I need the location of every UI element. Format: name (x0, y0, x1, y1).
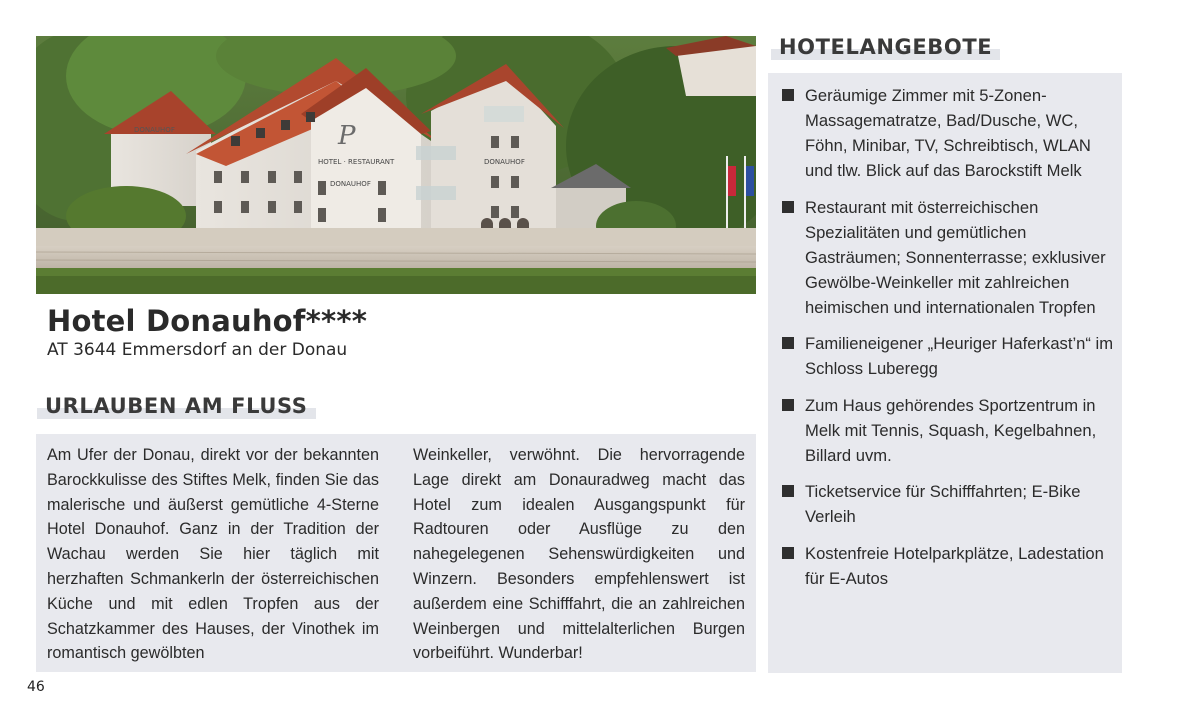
offer-text: Geräumige Zimmer mit 5-Zonen-Massagematratze, Bad/Dusche, WC, Föhn, Minibar, TV, Schreibtisch, WLAN und tlw. Blick auf das Barockstift Melk (805, 86, 1091, 180)
description-column-1: Am Ufer der Donau, direkt vor der bekannten Barockkulisse des Stiftes Melk, finden Sie das malerische und äußerst gemütliche 4-Sterne Hotel Donauhof. Ganz in der Tradition der Wachau werden Sie hier täglich mit herzhaften Schmankerln der österreichischen Küche und mit edlen Tropfen aus der Schatzkammer des Hauses, der Vinothek im romantisch gewölbten (47, 446, 379, 663)
square-bullet-icon (782, 485, 794, 497)
offer-item (781, 479, 1116, 529)
hotel-name: Hotel Donauhof**** (47, 304, 368, 338)
offer-text: Familieneigener „Heuriger Haferkast’n“ im Schloss Luberegg (805, 334, 1114, 378)
offer-text: Kostenfreie Hotelparkplätze, Ladestation für E-Autos (805, 543, 1104, 588)
hotel-address: AT 3644 Emmersdorf an der Donau (47, 340, 348, 360)
offer-item (781, 83, 1116, 183)
offer-item (781, 541, 1116, 591)
offer-item (781, 195, 1116, 320)
square-bullet-icon (782, 337, 794, 349)
logo-letter: P (338, 121, 356, 151)
square-bullet-icon (782, 399, 794, 411)
offer-text: Zum Haus gehörendes Sportzentrum in Melk mit Tennis, Squash, Kegelbahnen, Billard uvm. (805, 395, 1097, 465)
sign-tower: DONAUHOF (484, 158, 525, 166)
description-panel (36, 434, 756, 672)
hotel-photo-illustration (36, 36, 756, 294)
offers-panel (768, 73, 1122, 673)
square-bullet-icon (782, 201, 794, 213)
hotel-photo (36, 36, 756, 294)
sign-left-house: DONAUHOF (134, 126, 175, 134)
section-heading-hotelangebote: HOTELANGEBOTE (771, 34, 1000, 60)
page-number: 46 (27, 679, 45, 695)
description-column-2: Weinkeller, verwöhnt. Die hervorragende Lage direkt am Donauradweg macht das Hotel zum idealen Ausgangspunkt für Radtouren oder Ausflüge zu den nahegelegenen Sehenswürdigkeiten und Winzern. Besonders empfehlenswert ist außerdem eine Schifffahrt, die an zahlreichen Weinbergen und mittelalterlichen Burgen vorbeiführt. Wunderbar! (413, 446, 745, 663)
offers-list (781, 83, 1116, 602)
offer-item (781, 393, 1116, 468)
sign-main-name: DONAUHOF (330, 180, 371, 188)
square-bullet-icon (782, 89, 794, 101)
offer-item (781, 331, 1116, 381)
offer-text: Ticketservice für Schifffahrten; E-Bike Verleih (805, 482, 1081, 526)
sign-main: HOTEL · RESTAURANT (318, 158, 395, 166)
offer-text: Restaurant mit österreichischen Spezialitäten und gemütlichen Gasträumen; Sonnenterrasse; exklusiver Gewölbe-Weinkeller mit zahlreichen heimischen und internationalen Tropfen (805, 197, 1106, 317)
square-bullet-icon (782, 547, 794, 559)
section-heading-urlauben: URLAUBEN AM FLUSS (37, 393, 316, 419)
